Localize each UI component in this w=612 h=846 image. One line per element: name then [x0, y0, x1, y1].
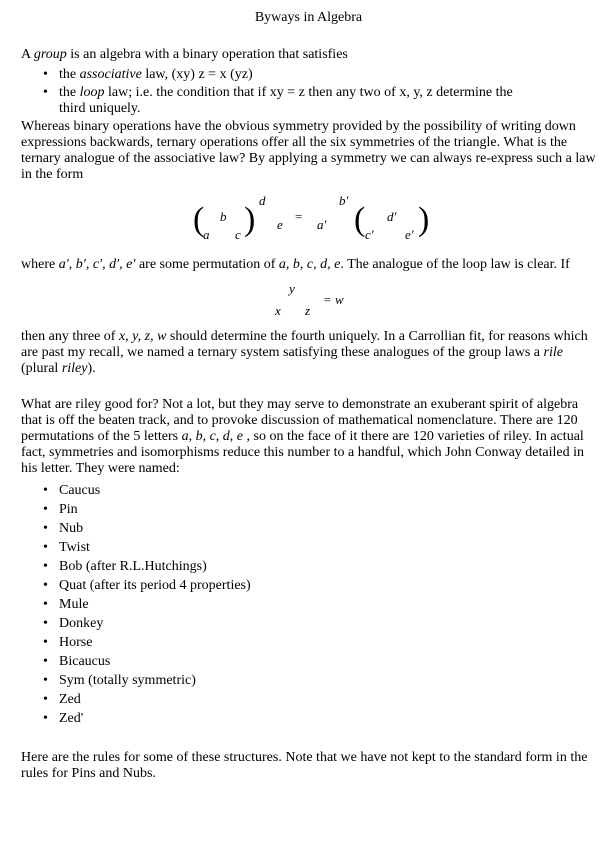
- permutation-paragraph: [21, 257, 596, 273]
- text: are some permutation of: [135, 257, 279, 272]
- formula-paren: ): [418, 201, 430, 238]
- list-item: • Quat (after its period 4 properties): [21, 576, 596, 595]
- rules-paragraph: Here are the rules for some of these structures. Note that we have not kept to the standard form in the rules for Pins and Nubs.: [21, 750, 588, 781]
- riley-term: riley: [61, 361, 88, 376]
- intro-text: A: [21, 47, 34, 62]
- formula-var: e′: [405, 227, 414, 242]
- text: should determine the fourth uniquely. In a Carrollian fit, for reasons which are past my recall, we named a ternary system satisfying these analogues of the group laws a: [21, 329, 588, 360]
- text: ).: [87, 361, 96, 376]
- text: then any three of: [21, 329, 119, 344]
- formula-var: x: [275, 303, 281, 318]
- riley-varieties-list: [21, 481, 596, 728]
- formula-var: z: [305, 303, 311, 318]
- prop-post: law; i.e. the condition that if xy = z then any two of x, y, z determine the: [104, 85, 513, 100]
- list-item: • Bicaucus: [21, 652, 596, 671]
- riley-paragraph: [21, 397, 596, 477]
- ternary-paragraph: Whereas binary operations have the obvious symmetry provided by the possibility of writing down expressions backwards, ternary operations offer all the six symmetries of the triangle. What is the ternary analogue of the associative law? By applying a symmetry we can always re-express such a law in the form: [21, 119, 596, 182]
- group-properties-list: [21, 67, 596, 117]
- vars: x, y, z, w: [118, 329, 167, 344]
- list-item: • Nub: [21, 519, 596, 538]
- list-item: [21, 85, 596, 117]
- intro-paragraph: [21, 47, 596, 63]
- list-item: • Zed: [21, 690, 596, 709]
- prop-pre: the: [59, 67, 80, 82]
- carrollian-paragraph: [21, 329, 596, 377]
- group-term: group: [33, 47, 67, 62]
- formula-var: c: [235, 227, 241, 242]
- text: (plural: [21, 361, 62, 376]
- formula-paren: (: [354, 201, 366, 238]
- formula-equals: =: [295, 209, 303, 224]
- formula-var: b′: [339, 193, 349, 208]
- formula-result: = w: [323, 292, 344, 307]
- page-title: Byways in Algebra: [254, 10, 363, 25]
- text: , so on the face of it there are 120 varieties of riley. In actual fact, symmetries and isomorphisms reduce this number to a handful, which John Conway detailed in his letter. They were named:: [21, 429, 584, 476]
- list-item: • Pin: [21, 500, 596, 519]
- list-item: • Bob (after R.L.Hutchings): [21, 557, 596, 576]
- ternary-associative-formula: [21, 189, 596, 253]
- prop-continuation: third uniquely.: [59, 101, 141, 116]
- vars: a, b, c, d, e: [278, 257, 341, 272]
- list-item: • Caucus: [21, 481, 596, 500]
- list-item: [21, 67, 596, 83]
- list-item: • Horse: [21, 633, 596, 652]
- formula-var: a′: [317, 217, 327, 232]
- formula-var: d: [259, 193, 266, 208]
- formula-paren: ): [244, 201, 256, 238]
- formula-var: a: [203, 227, 210, 242]
- vars: a, b, c, d, e: [181, 429, 244, 444]
- prop-post: law, (xy) z = x (yz): [141, 67, 253, 82]
- formula-var: c′: [365, 227, 374, 242]
- rile-term: rile: [543, 345, 563, 360]
- ternary-loop-formula: [21, 281, 596, 323]
- list-item: • Donkey: [21, 614, 596, 633]
- formula-var: b: [220, 209, 227, 224]
- intro-text-rest: is an algebra with a binary operation that satisfies: [66, 47, 348, 62]
- prop-term: associative: [79, 67, 142, 82]
- text: What are riley good for? Not a lot, but they may serve to demonstrate an exuberant spirit of algebra that is off the beaten track, and to provoke discussion of mathematical nomenclature. There are 120 permutations of the 5 letters: [21, 397, 579, 444]
- formula-var: d′: [387, 209, 397, 224]
- text: . The analogue of the loop law is clear. If: [340, 257, 570, 272]
- list-item: • Sym (totally symmetric): [21, 671, 596, 690]
- primed-vars: a′, b′, c′, d′, e′: [58, 257, 136, 272]
- list-item: • Mule: [21, 595, 596, 614]
- formula-var: e: [277, 217, 283, 232]
- list-item: • Twist: [21, 538, 596, 557]
- prop-term: loop: [79, 85, 105, 100]
- formula-var: y: [289, 281, 295, 296]
- formula-paren: (: [193, 201, 205, 238]
- prop-pre: the: [59, 85, 80, 100]
- list-item: • Zed': [21, 709, 596, 728]
- document-page: [21, 10, 596, 782]
- text: where: [21, 257, 59, 272]
